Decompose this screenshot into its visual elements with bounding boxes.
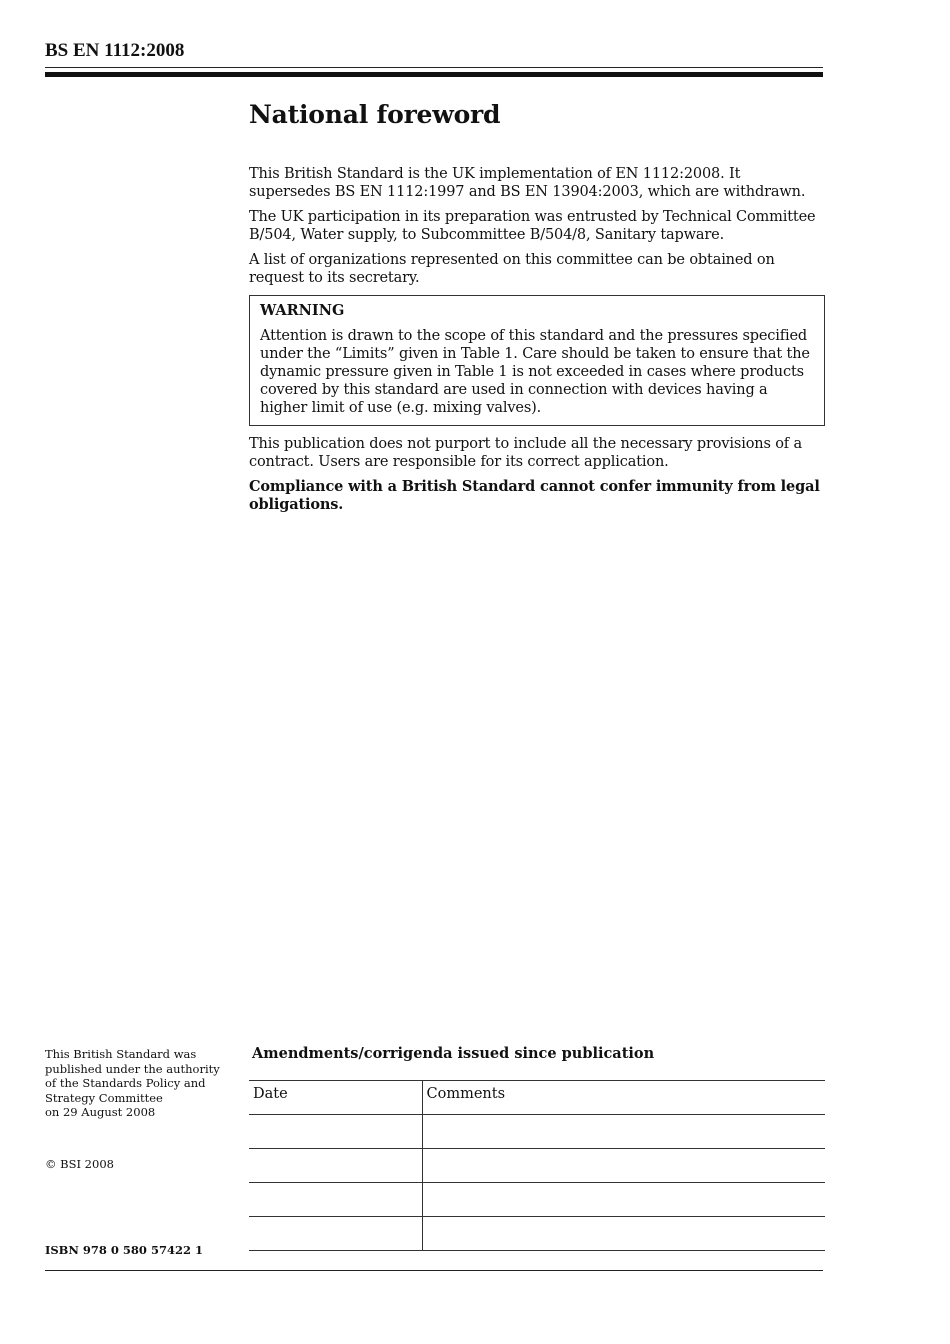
amendments-table <box>249 1080 825 1251</box>
table-row <box>249 1149 825 1183</box>
header-rule-thick <box>45 72 823 77</box>
cell-date <box>249 1149 422 1183</box>
paragraph-implementation: This British Standard is the UK implementation of EN 1112:2008. It supersedes BS EN 1112:1997 and BS EN 13904:2003, which are withdrawn. <box>249 166 806 200</box>
copyright-notice: © BSI 2008 <box>45 1157 114 1171</box>
column-header-date: Date <box>249 1081 422 1115</box>
cell-comments <box>422 1149 825 1183</box>
table-row <box>249 1217 825 1251</box>
table-header-row <box>249 1081 825 1115</box>
paragraph-compliance: Compliance with a British Standard cannot confer immunity from legal obligations. <box>249 478 820 513</box>
paragraph-provisions: This publication does not purport to include all the necessary provisions of a contract. Users are responsible for its correct application. <box>249 436 802 470</box>
publication-note-line: on 29 August 2008 <box>45 1105 156 1119</box>
publication-note-line: of the Standards Policy and <box>45 1076 206 1090</box>
document-id: BS EN 1112:2008 <box>45 40 185 61</box>
cell-date <box>249 1217 422 1251</box>
publication-note-line: Strategy Committee <box>45 1090 163 1105</box>
paragraph-organizations: A list of organizations represented on this committee can be obtained on request to its secretary. <box>249 252 775 286</box>
cell-date <box>249 1115 422 1149</box>
cell-comments <box>422 1115 825 1149</box>
table-row <box>249 1183 825 1217</box>
header-rule-thin <box>45 67 823 68</box>
publication-note-line: This British Standard was <box>45 1047 197 1061</box>
publication-note <box>45 1047 235 1120</box>
page-title: National foreword <box>249 100 501 129</box>
warning-box <box>249 295 825 426</box>
column-header-comments: Comments <box>422 1081 825 1115</box>
warning-title: WARNING <box>260 302 345 319</box>
foreword-body <box>249 100 825 521</box>
publication-note-line: published under the authority <box>45 1061 220 1076</box>
amendments-title: Amendments/corrigenda issued since publication <box>252 1045 655 1062</box>
footer-rule <box>45 1270 823 1271</box>
warning-text: Attention is drawn to the scope of this standard and the pressures specified under the “Limits” given in Table 1. Care should be taken to ensure that the dynamic pressure given in Table 1 is not exceeded in cases where products covered by this standard are used in connection with devices having a higher limit of use (e.g. mixing valves). <box>260 328 810 416</box>
table-row <box>249 1115 825 1149</box>
isbn: ISBN 978 0 580 57422 1 <box>45 1243 203 1257</box>
paragraph-participation: The UK participation in its preparation was entrusted by Technical Committee B/504, Water supply, to Subcommittee B/504/8, Sanitary tapware. <box>249 209 816 243</box>
cell-comments <box>422 1183 825 1217</box>
cell-comments <box>422 1217 825 1251</box>
cell-date <box>249 1183 422 1217</box>
